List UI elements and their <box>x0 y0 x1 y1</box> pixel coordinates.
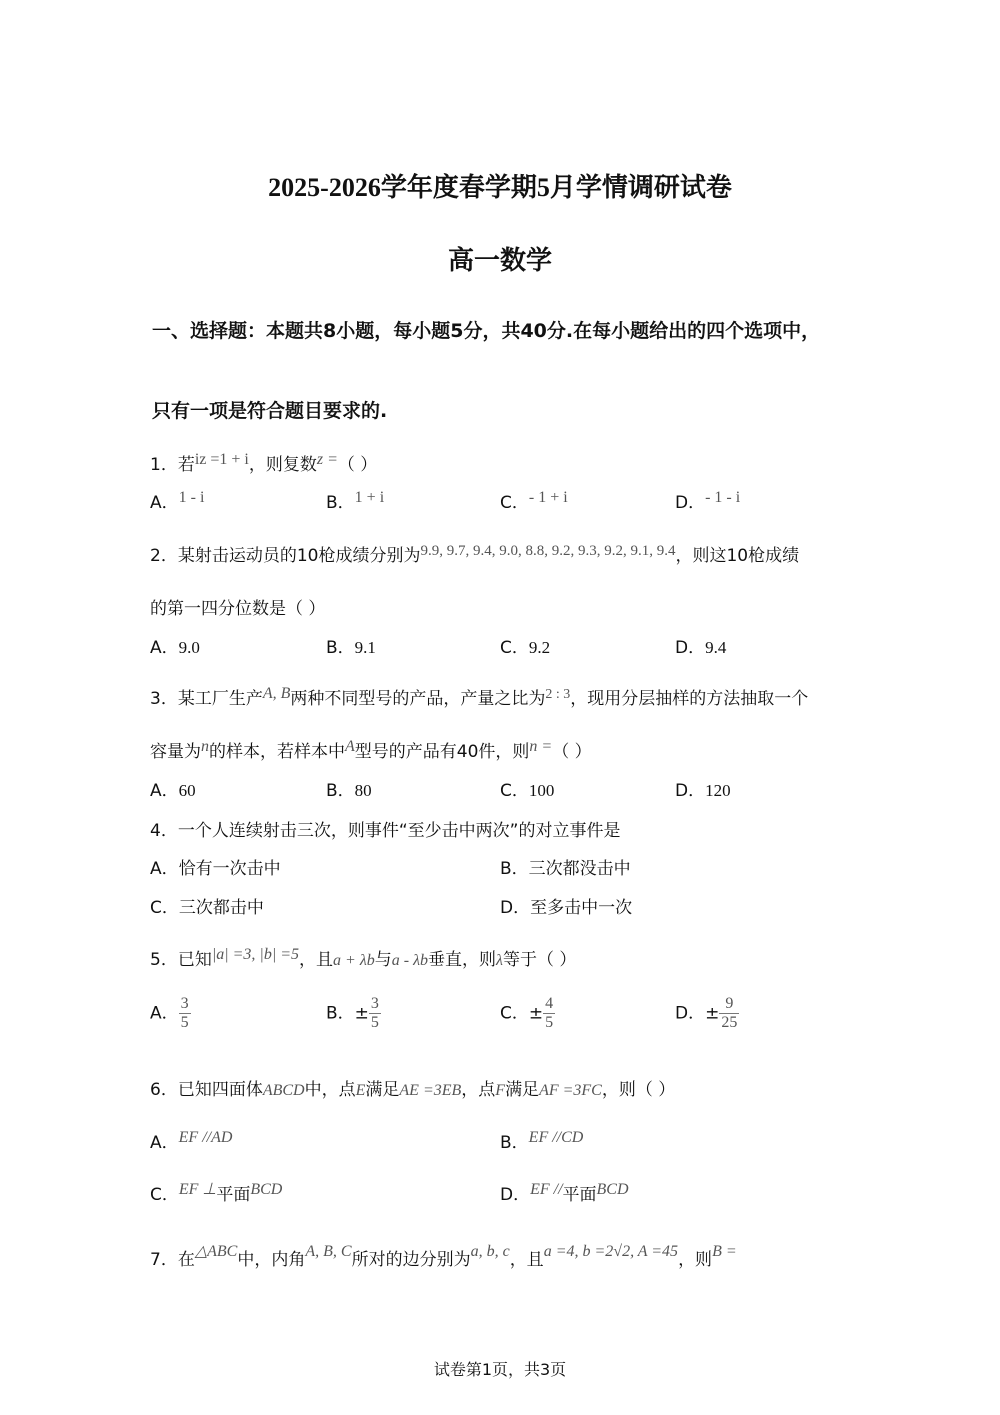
option-value: EF // <box>530 1181 563 1198</box>
q6-option-d[interactable] <box>500 1180 629 1205</box>
q6-option-b[interactable] <box>500 1128 583 1153</box>
question-number: 4． <box>150 821 178 841</box>
option-sign: ± <box>705 1003 720 1024</box>
option-value: EF //CD <box>528 1129 584 1146</box>
option-label: C． <box>500 1003 529 1024</box>
question-3-line2 <box>150 737 592 762</box>
math-expression: E <box>355 1082 366 1099</box>
option-label: B． <box>326 638 355 658</box>
question-text: ，且 <box>299 950 334 970</box>
q5-option-a[interactable] <box>150 995 191 1032</box>
option-value: 1 - i <box>178 489 205 506</box>
math-expression: A, B <box>262 685 291 702</box>
question-text: ，点 <box>461 1080 496 1100</box>
fraction-numerator: 4 <box>545 995 554 1012</box>
page-footer: 试卷第1页，共3页 <box>433 1360 567 1379</box>
option-label: C． <box>500 781 529 801</box>
math-expression: B = <box>712 1243 737 1260</box>
q1-option-a[interactable] <box>150 488 204 513</box>
exam-title: 2025-2026学年度春学期5月学情调研试卷 <box>268 173 732 202</box>
option-value: 1 + i <box>354 489 385 506</box>
option-label: C． <box>500 493 529 513</box>
option-value: 至多击中一次 <box>530 898 633 918</box>
q3-option-c[interactable] <box>500 776 554 801</box>
option-value: EF //AD <box>178 1129 233 1146</box>
option-value: - 1 - i <box>705 489 741 506</box>
exam-subject: 高一数学 <box>447 246 552 275</box>
option-value: 三次都击中 <box>178 898 264 918</box>
question-5 <box>150 945 576 970</box>
q3-option-a[interactable] <box>150 776 196 801</box>
question-number: 3． <box>150 689 178 709</box>
math-expression: ABCD <box>262 1082 305 1099</box>
q4-option-a[interactable] <box>150 854 281 879</box>
option-label: C． <box>500 638 529 658</box>
math-expression: a =4, b =2√2, A =45 <box>543 1243 679 1260</box>
q4-option-c[interactable] <box>150 893 264 918</box>
question-text: 容量为 <box>150 742 201 762</box>
question-text: 某工厂生产 <box>177 689 263 709</box>
question-text: ，且 <box>509 1250 544 1270</box>
question-text: ，现用分层抽样的方法抽取一个 <box>570 689 809 709</box>
option-label: A． <box>150 781 179 801</box>
question-number: 7． <box>150 1250 178 1270</box>
option-label: A． <box>150 1003 179 1024</box>
question-text: 中，点 <box>304 1080 356 1100</box>
math-expression: |a| =3, |b| =5 <box>211 946 300 963</box>
math-expression: 9.9, 9.7, 9.4, 9.0, 8.8, 9.2, 9.3, 9.2, 9.1, 9.4 <box>420 543 676 559</box>
question-text: 在 <box>177 1250 195 1270</box>
question-text: 满足 <box>365 1080 400 1100</box>
option-fraction <box>543 995 555 1032</box>
question-text: （ ） <box>552 742 592 762</box>
math-expression: a, b, c <box>470 1243 510 1260</box>
question-2-line2: 的第一四分位数是（ ） <box>150 599 326 619</box>
option-label: B． <box>326 781 355 801</box>
section-heading-line2: 只有一项是符合题目要求的. <box>152 400 388 422</box>
math-expression: A, B, C <box>305 1243 352 1260</box>
question-text: 某射击运动员的10枪成绩分别为 <box>177 546 421 566</box>
option-value: 100 <box>528 781 555 800</box>
question-text: 中，内角 <box>237 1250 306 1270</box>
option-sign: ± <box>528 1003 544 1024</box>
question-text: ，则这10枪成绩 <box>675 546 800 566</box>
option-value: 9.4 <box>705 638 727 657</box>
q6-option-c[interactable] <box>150 1180 282 1205</box>
q2-option-d[interactable] <box>675 633 726 658</box>
question-text: 与 <box>374 950 392 970</box>
option-label: D． <box>675 781 706 801</box>
option-label: D． <box>675 493 706 513</box>
math-expression: AF =3FC <box>539 1082 602 1099</box>
question-6 <box>150 1075 675 1100</box>
option-value: BCD <box>596 1181 629 1198</box>
math-expression: n <box>201 738 209 755</box>
option-value: BCD <box>250 1181 283 1198</box>
option-value: 120 <box>705 781 731 800</box>
fraction-numerator: 9 <box>725 995 734 1012</box>
option-label: D． <box>675 1003 706 1024</box>
q6-option-a[interactable] <box>150 1128 232 1153</box>
fraction-numerator: 3 <box>180 995 189 1012</box>
option-value: 9.1 <box>354 638 376 657</box>
question-3 <box>150 684 808 709</box>
option-label: B． <box>326 493 355 513</box>
option-fraction <box>719 995 739 1032</box>
math-expression: a + λb <box>333 952 375 969</box>
question-number: 1． <box>150 455 178 475</box>
option-value: 恰有一次击中 <box>178 859 281 879</box>
question-text: 型号的产品有40件，则 <box>354 742 530 762</box>
option-label: C． <box>150 1185 179 1205</box>
option-value: 9.2 <box>528 638 551 657</box>
option-label: C． <box>150 898 179 918</box>
option-label: A． <box>150 638 179 658</box>
option-label: A． <box>150 859 179 879</box>
option-text: 平面 <box>216 1185 251 1205</box>
q2-option-c[interactable] <box>500 633 550 658</box>
q1-option-d[interactable] <box>675 488 740 513</box>
math-expression: z = <box>316 451 338 468</box>
q1-option-b[interactable] <box>326 488 384 513</box>
q4-option-d[interactable] <box>500 893 632 918</box>
question-text: ，则 <box>678 1250 713 1270</box>
q5-option-d[interactable] <box>675 995 739 1032</box>
question-text: 的样本，若样本中 <box>209 742 345 762</box>
option-value: EF ⊥ <box>178 1181 217 1198</box>
option-label: B． <box>326 1003 355 1024</box>
math-expression: F <box>495 1082 506 1099</box>
math-expression: AE =3EB <box>399 1082 462 1099</box>
question-number: 5． <box>150 950 178 970</box>
section-heading-line1: 一、选择题：本题共8小题，每小题5分，共40分.在每小题给出的四个选项中， <box>152 320 821 342</box>
question-number: 2． <box>150 546 178 566</box>
question-text: 一个人连续射击三次，则事件“至少击中两次”的对立事件是 <box>177 821 621 841</box>
option-fraction <box>369 995 381 1032</box>
q5-option-b[interactable] <box>326 995 381 1032</box>
q3-option-b[interactable] <box>326 776 372 801</box>
option-label: B． <box>500 859 529 879</box>
option-label: D． <box>500 1185 531 1205</box>
question-text: 垂直，则 <box>428 950 497 970</box>
fraction-denominator: 5 <box>180 1014 189 1031</box>
question-4 <box>150 816 620 841</box>
question-text: 所对的边分别为 <box>351 1250 471 1270</box>
option-label: A． <box>150 493 179 513</box>
fraction-denominator: 25 <box>721 1014 738 1031</box>
q2-option-b[interactable] <box>326 633 376 658</box>
question-text: 两种不同型号的产品，产量之比为 <box>290 689 546 709</box>
question-text: （ ） <box>337 455 378 475</box>
question-text: ，则（ ） <box>601 1080 676 1100</box>
question-text: ，则复数 <box>248 455 317 475</box>
option-value: 60 <box>178 781 196 800</box>
option-text: 平面 <box>562 1185 597 1205</box>
option-label: D． <box>500 898 531 918</box>
option-fraction <box>179 995 191 1032</box>
fraction-denominator: 5 <box>370 1014 379 1031</box>
math-expression: A <box>345 738 355 755</box>
q5-option-c[interactable] <box>500 995 555 1032</box>
question-1 <box>150 450 377 475</box>
q4-option-b[interactable] <box>500 854 631 879</box>
option-value: 9.0 <box>178 638 200 657</box>
option-label: D． <box>675 638 706 658</box>
math-expression: iz =1 + i <box>194 451 249 468</box>
option-value: 80 <box>354 781 372 800</box>
option-value: - 1 + i <box>528 489 568 506</box>
option-value: 三次都没击中 <box>528 859 631 879</box>
option-label: A． <box>150 1133 179 1153</box>
question-2 <box>150 541 799 566</box>
option-sign: ± <box>354 1003 369 1024</box>
fraction-numerator: 3 <box>370 995 379 1012</box>
fraction-denominator: 5 <box>545 1014 554 1031</box>
question-number: 6． <box>150 1080 178 1100</box>
question-text: 满足 <box>505 1080 540 1100</box>
question-7 <box>150 1245 737 1270</box>
question-text: 若 <box>177 455 195 475</box>
math-expression: a - λb <box>391 952 429 969</box>
q1-option-c[interactable] <box>500 488 568 513</box>
question-text: 等于（ ） <box>502 950 577 970</box>
option-label: B． <box>500 1133 529 1153</box>
math-expression: △ABC <box>194 1243 238 1260</box>
math-expression: λ <box>496 952 503 969</box>
q2-option-a[interactable] <box>150 633 200 658</box>
question-text: 已知 <box>177 950 212 970</box>
math-expression: 2 : 3 <box>545 687 571 702</box>
math-expression: n = <box>529 738 553 755</box>
question-text: 已知四面体 <box>177 1080 263 1100</box>
q3-option-d[interactable] <box>675 776 731 801</box>
